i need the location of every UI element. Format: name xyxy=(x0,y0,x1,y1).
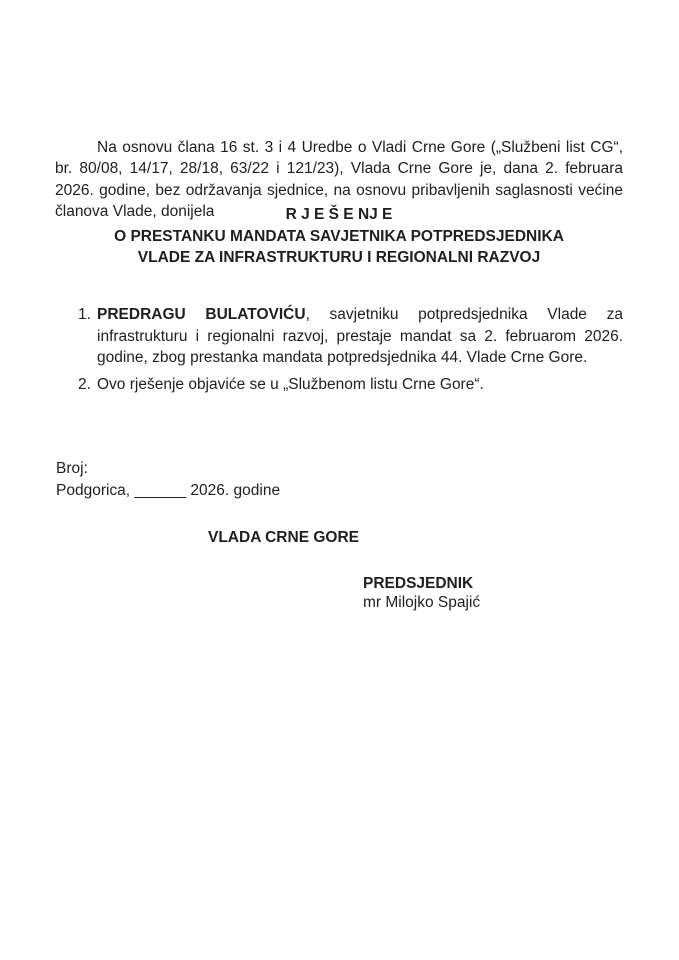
list-item-text: Ovo rješenje objaviće se u „Službenom listu Crne Gore“. xyxy=(97,375,484,393)
title-line-1: R J E Š E NJ E xyxy=(285,206,393,223)
list-item xyxy=(55,374,623,396)
title-line-2: O PRESTANKU MANDATA SAVJETNIKA POTPREDSJEDNIKA xyxy=(114,227,564,245)
reference-number-label: Broj: xyxy=(56,460,88,477)
list-item-number: 2. xyxy=(78,375,91,393)
list-item-bold-name: PREDRAGU BULATOVIĆU xyxy=(97,306,306,323)
list-item xyxy=(55,304,623,369)
list-item-text: , savjetniku potpredsjednika Vlade za infrastrukturu i regionalni razvoj, prestaje mandat sa 2. februarom 2026. godine, zbog prestanka mandata potpredsjednika 44. Vlade Crne Gore. xyxy=(97,306,623,367)
signature-block xyxy=(363,575,480,612)
document-title-block xyxy=(55,204,623,269)
reference-block xyxy=(56,458,280,501)
signatory-name: mr Milojko Spajić xyxy=(363,593,481,611)
issuer-name: VLADA CRNE GORE xyxy=(208,529,359,546)
signatory-title: PREDSJEDNIK xyxy=(363,575,474,592)
decision-list xyxy=(55,304,623,395)
intro-paragraph: Na osnovu člana 16 st. 3 i 4 Uredbe o Vladi Crne Gore („Službeni list CG“, br. 80/08, 14/17, 28/18, 63/22 i 121/23), Vlada Crne Gore je, dana 2. februara 2026. godine, bez održavanja sjednice, na osnovu pribavljenih saglasnosti većine članova Vlade, donijela xyxy=(55,138,623,221)
place-date-line: Podgorica, ______ 2026. godine xyxy=(56,481,281,499)
list-item-number: 1. xyxy=(78,306,91,323)
title-line-3: VLADE ZA INFRASTRUKTURU I REGIONALNI RAZVOJ xyxy=(137,249,541,267)
